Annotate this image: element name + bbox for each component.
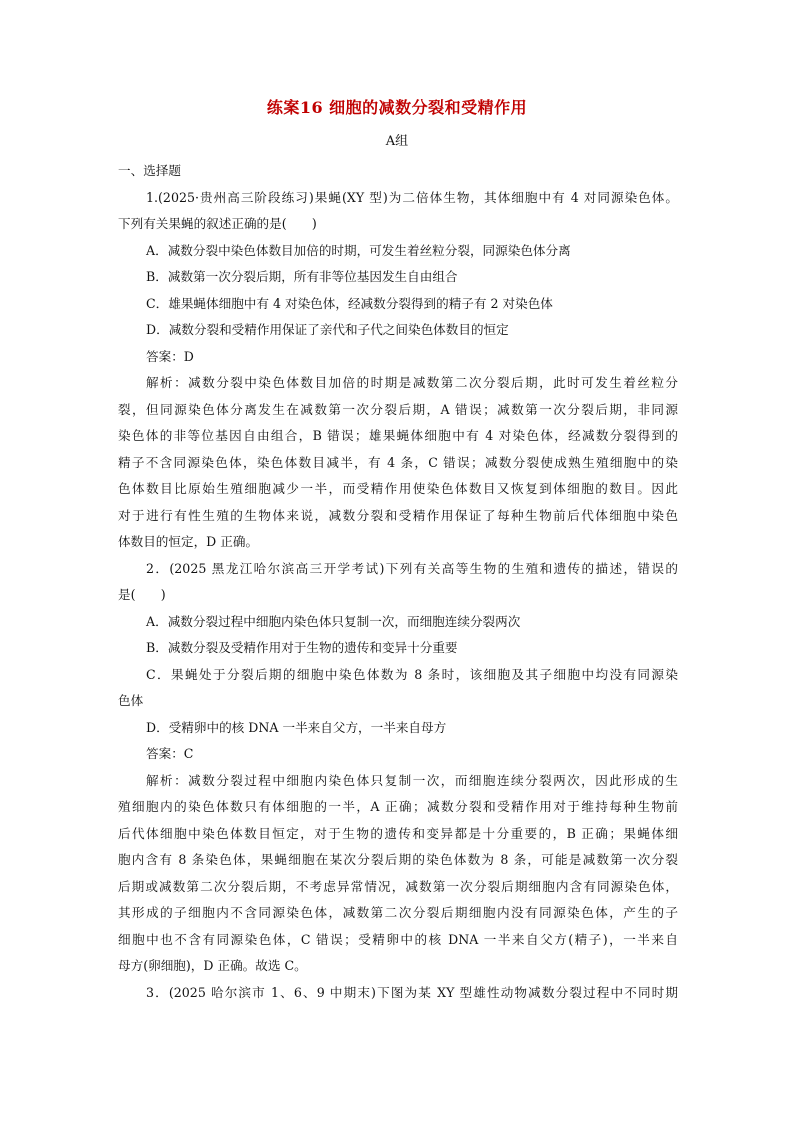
q1-explanation-line-1: 解析：减数分裂中染色体数目加倍的时期是减数第二次分裂后期，此时可发生着丝粒分 (146, 375, 678, 390)
q2-explanation-line-5: 后期或减数第二次分裂后期，不考虑异常情况，减数第一次分裂后期细胞内含有同源染色体， (118, 878, 678, 894)
q1-option-d: D．减数分裂和受精作用保证了亲代和子代之间染色体数目的恒定 (146, 322, 509, 337)
q1-answer: 答案：D (146, 348, 194, 364)
q1-explanation-line-4: 精子不含同源染色体，染色体数目减半，有 4 条，C 错误；减数分裂使成熟生殖细胞中的染 (118, 454, 678, 470)
q2-stem-line-1: 2．(2025 黑龙江哈尔滨高三开学考试)下列有关高等生物的生殖和遗传的描述，错误的 (146, 560, 678, 576)
group-label: A组 (385, 134, 409, 149)
q2-explanation-line-7: 细胞中也不含有同源染色体，C 错误；受精卵中的核 DNA 一半来自父方(精子)，一半来自 (118, 931, 678, 947)
q2-option-a: A．减数分裂过程中细胞内染色体只复制一次，而细胞连续分裂两次 (146, 613, 521, 629)
q2-explanation-line-2: 殖细胞内的染色体数只有体细胞的一半，A 正确；减数分裂和受精作用对于维持每种生物前 (118, 799, 678, 814)
section-heading: 一、选择题 (118, 163, 181, 178)
q1-option-a: A．减数分裂中染色体数目加倍的时期，可发生着丝粒分裂，同源染色体分离 (146, 242, 571, 258)
q1-stem-line-2: 下列有关果蝇的叙述正确的是( ) (118, 216, 317, 231)
q2-option-b: B．减数分裂及受精作用对于生物的遗传和变异十分重要 (146, 640, 458, 655)
q2-answer: 答案：C (146, 746, 194, 761)
page-title: 练案16 细胞的减数分裂和受精作用 (266, 98, 528, 117)
q1-explanation-line-6: 对于进行有性生殖的生物体来说，减数分裂和受精作用保证了每种生物前后代体细胞中染色 (118, 507, 678, 523)
q2-stem-line-2: 是( ) (118, 587, 166, 602)
q1-option-c: C．雄果蝇体细胞中有 4 对染色体，经减数分裂得到的精子有 2 对染色体 (146, 295, 553, 311)
q2-option-c-line-1: C．果蝇处于分裂后期的细胞中染色体数为 8 条时，该细胞及其子细胞中均没有同源染 (146, 666, 678, 682)
q1-explanation-line-2: 裂，但同源染色体分离发生在减数第一次分裂后期，A 错误；减数第一次分裂后期，非同源 (118, 401, 678, 417)
q2-explanation-line-4: 胞内含有 8 条染色体，果蝇细胞在某次分裂后期的染色体数为 8 条，可能是减数第一次分裂 (118, 852, 678, 867)
q2-explanation-line-6: 其形成的子细胞内不含同源染色体，减数第二次分裂后期细胞内没有同源染色体，产生的子 (118, 905, 678, 920)
q1-stem-line-1: 1.(2025·贵州高三阶段练习)果蝇(XY 型)为二倍体生物，其体细胞中有 4 对同源染色体。 (146, 189, 678, 205)
q2-explanation-line-3: 后代体细胞中染色体数目恒定，对于生物的遗传和变异都是十分重要的，B 正确；果蝇体细 (118, 825, 678, 841)
q3-stem-line-1: 3．(2025 哈尔滨市 1、6、9 中期末)下图为某 XY 型雄性动物减数分裂过程中不同时期 (146, 984, 678, 1000)
q2-option-d: D．受精卵中的核 DNA 一半来自父方，一半来自母方 (146, 719, 447, 735)
q1-explanation-line-5: 色体数目比原始生殖细胞减少一半，而受精作用使染色体数目又恢复到体细胞的数目。因此 (118, 481, 678, 496)
q1-explanation-line-7: 体数目的恒定，D 正确。 (118, 534, 259, 549)
q2-option-c-line-2: 色体 (118, 693, 144, 708)
document-body (118, 158, 678, 1006)
q2-explanation-line-8: 母方(卵细胞)，D 正确。故选 C。 (118, 958, 307, 973)
q1-option-b: B．减数第一次分裂后期，所有非等位基因发生自由组合 (146, 269, 458, 284)
q1-explanation-line-3: 染色体的非等位基因自由组合，B 错误；雄果蝇体细胞中有 4 对染色体，经减数分裂得到的 (118, 428, 678, 443)
q2-explanation-line-1: 解析：减数分裂过程中细胞内染色体只复制一次，而细胞连续分裂两次，因此形成的生 (146, 772, 678, 788)
